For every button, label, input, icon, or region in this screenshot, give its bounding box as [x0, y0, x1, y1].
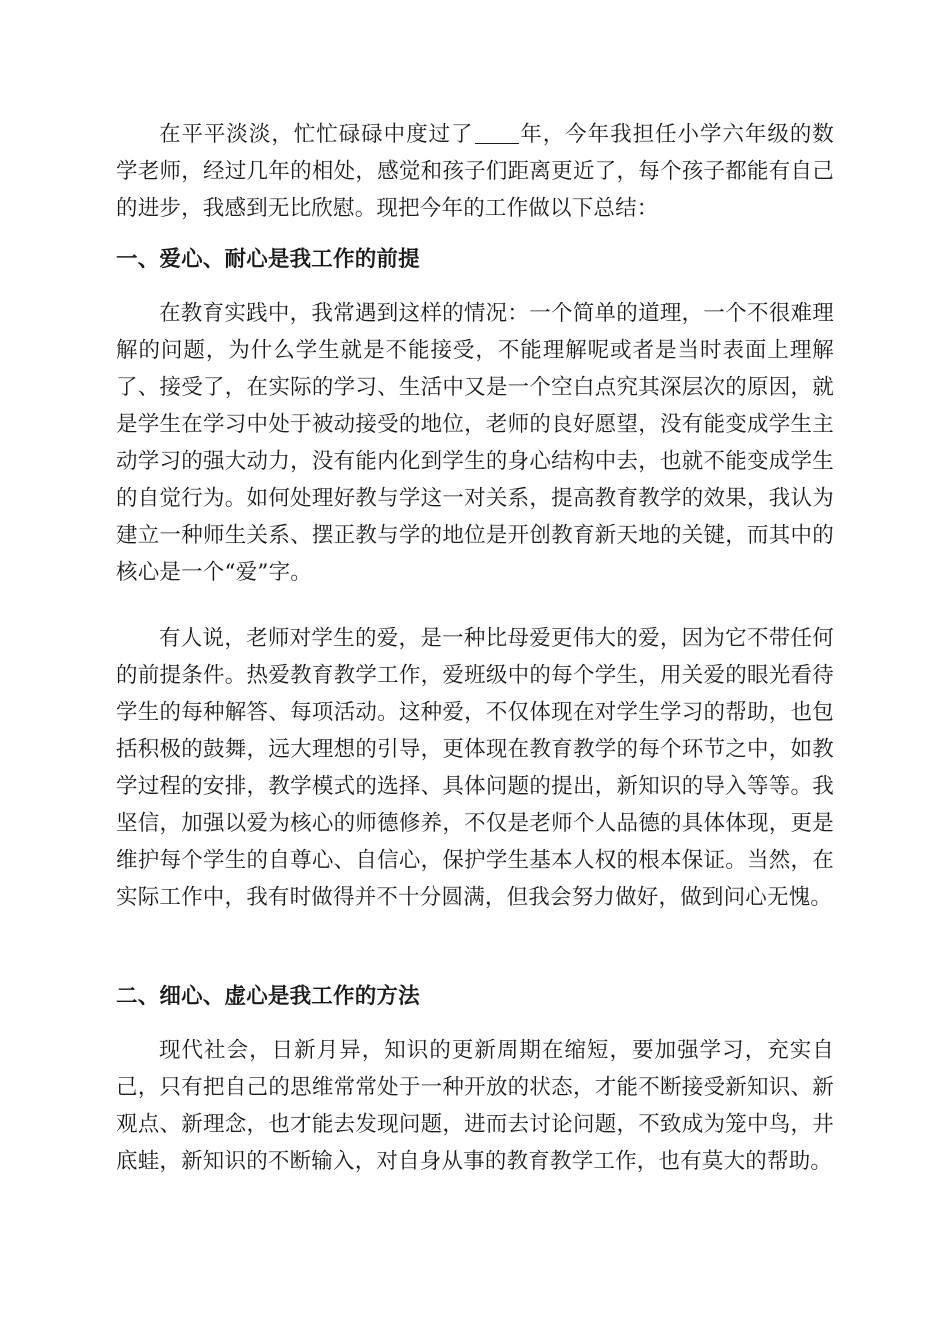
intro-text-end: 年，今年我担任小学六年级的数学老师，经过几年的相处，感觉和孩子们距离更近了，每个孩子都能有自己的进步，我感到无比欣慰。现把今年的工作做以下总结：: [116, 122, 834, 221]
section2-heading: 二、细心、虚心是我工作的方法: [116, 984, 420, 1009]
section2-paragraph-1: 现代社会，日新月异，知识的更新周期在缩短，要加强学习，充实自己，只有把自己的思维常常处于一种开放的状态，才能不断接受新知识、新观点、新理念，也才能去发现问题，进而去讨论问题，不致成为笼中鸟，井底蛙，新知识的不断输入，对自身从事的教育教学工作，也有莫大的帮助。: [116, 1038, 834, 1174]
intro-paragraph: [116, 116, 834, 227]
section1-paragraph-2: 有人说，老师对学生的爱，是一种比母爱更伟大的爱，因为它不带任何的前提条件。热爱教育教学工作，爱班级中的每个学生，用关爱的眼光看待学生的每种解答、每项活动。这种爱，不仅体现在对学生学习的帮助，也包括积极的鼓舞，远大理想的引导，更体现在教育教学的每个环节之中，如教学过程的安排，教学模式的选择、具体问题的提出，新知识的导入等等。我坚信，加强以爱为核心的师德修养，不仅是老师个人品德的具体体现，更是维护每个学生的自尊心、自信心，保护学生基本人权的根本保证。当然，在实际工作中，我有时做得并不十分圆满，但我会努力做好，做到问心无愧。: [116, 626, 834, 910]
year-blank: [475, 122, 519, 145]
section1-paragraph-1: 在教育实践中，我常遇到这样的情况：一个简单的道理，一个不很难理解的问题，为什么学生就是不能接受，不能理解呢或者是当时表面上理解了、接受了，在实际的学习、生活中又是一个空白点究其深层次的原因，就是学生在学习中处于被动接受的地位，老师的良好愿望，没有能变成学生主动学习的强大动力，没有能内化到学生的身心结构中去，也就不能变成学生的自觉行为。如何处理好教与学这一对关系，提高教育教学的效果，我认为建立一种师生关系、摆正教与学的地位是开创教育新天地的关键，而其中的核心是一个“爱”字。: [116, 301, 834, 585]
section1-heading: 一、爱心、耐心是我工作的前提: [116, 247, 420, 272]
intro-text-start: 在平平淡淡，忙忙碌碌中度过了: [159, 122, 474, 147]
